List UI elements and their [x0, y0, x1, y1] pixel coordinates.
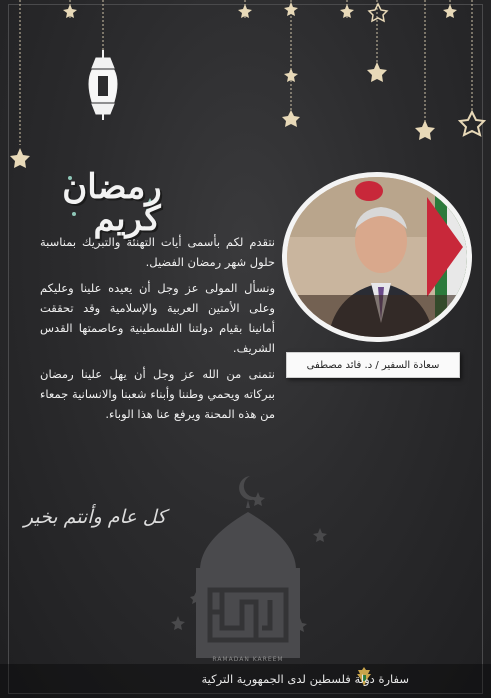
star-icon: [313, 528, 327, 542]
star-icon: [282, 110, 300, 127]
crescent-icon: [295, 38, 300, 48]
crescent-icon: [426, 36, 430, 44]
mosque-caption: RAMADAN KAREEM: [212, 656, 284, 663]
crescent-icon: [291, 92, 296, 102]
message-paragraph-1: نتقدم لكم بأسمى أيات التهنئة والتبريك بمناسبة حلول شهر رمضان الفضيل.: [40, 235, 275, 269]
star-icon: [238, 4, 252, 18]
eid-wish: كل عام وأنتم بخير: [23, 506, 167, 528]
ambassador-portrait: [282, 172, 472, 342]
star-icon: [284, 2, 298, 16]
star-icon: [415, 120, 435, 140]
crescent-icon: [475, 40, 480, 50]
hanging-crescents: [291, 36, 480, 102]
greeting-line2: كريم: [93, 199, 161, 239]
lantern-icon: [89, 50, 117, 120]
star-icon: [460, 112, 484, 135]
star-icon: [284, 68, 298, 82]
star-icon: [171, 616, 185, 630]
message-paragraph-3: نتمنى من الله عز وجل أن يهل علينا رمضان ببركاته ويحمي وطننا وأبناء شعبنا والانسانية جمعاء من هذه المحنة ويرفع عنا هذا الوباء.: [40, 367, 275, 421]
ambassador-caption: سعادة السفير / د. فائد مصطفى: [286, 352, 460, 378]
star-icon: [367, 62, 387, 82]
star-icon: [369, 4, 387, 21]
embassy-name: سفارة دولة فلسطين لدى الجمهورية التركية: [201, 672, 409, 686]
star-icon: [10, 148, 30, 168]
star-icon: [340, 4, 354, 18]
message-paragraph-2: ونسأل المولى عز وجل أن يعيده علينا وعليكم وعلى الأمتين العربية والإسلامية وقد تحققت أمانينا بقيام دولتنا الفلسطينية وعاصمتها القدس الشريف.: [40, 281, 275, 355]
star-icon: [63, 4, 77, 18]
greeting-line1: رمضان: [62, 167, 162, 207]
ramadan-kareem-title: [52, 167, 172, 239]
hanging-stars: [10, 2, 484, 168]
star-icon: [443, 4, 457, 18]
message-body: [40, 232, 275, 430]
